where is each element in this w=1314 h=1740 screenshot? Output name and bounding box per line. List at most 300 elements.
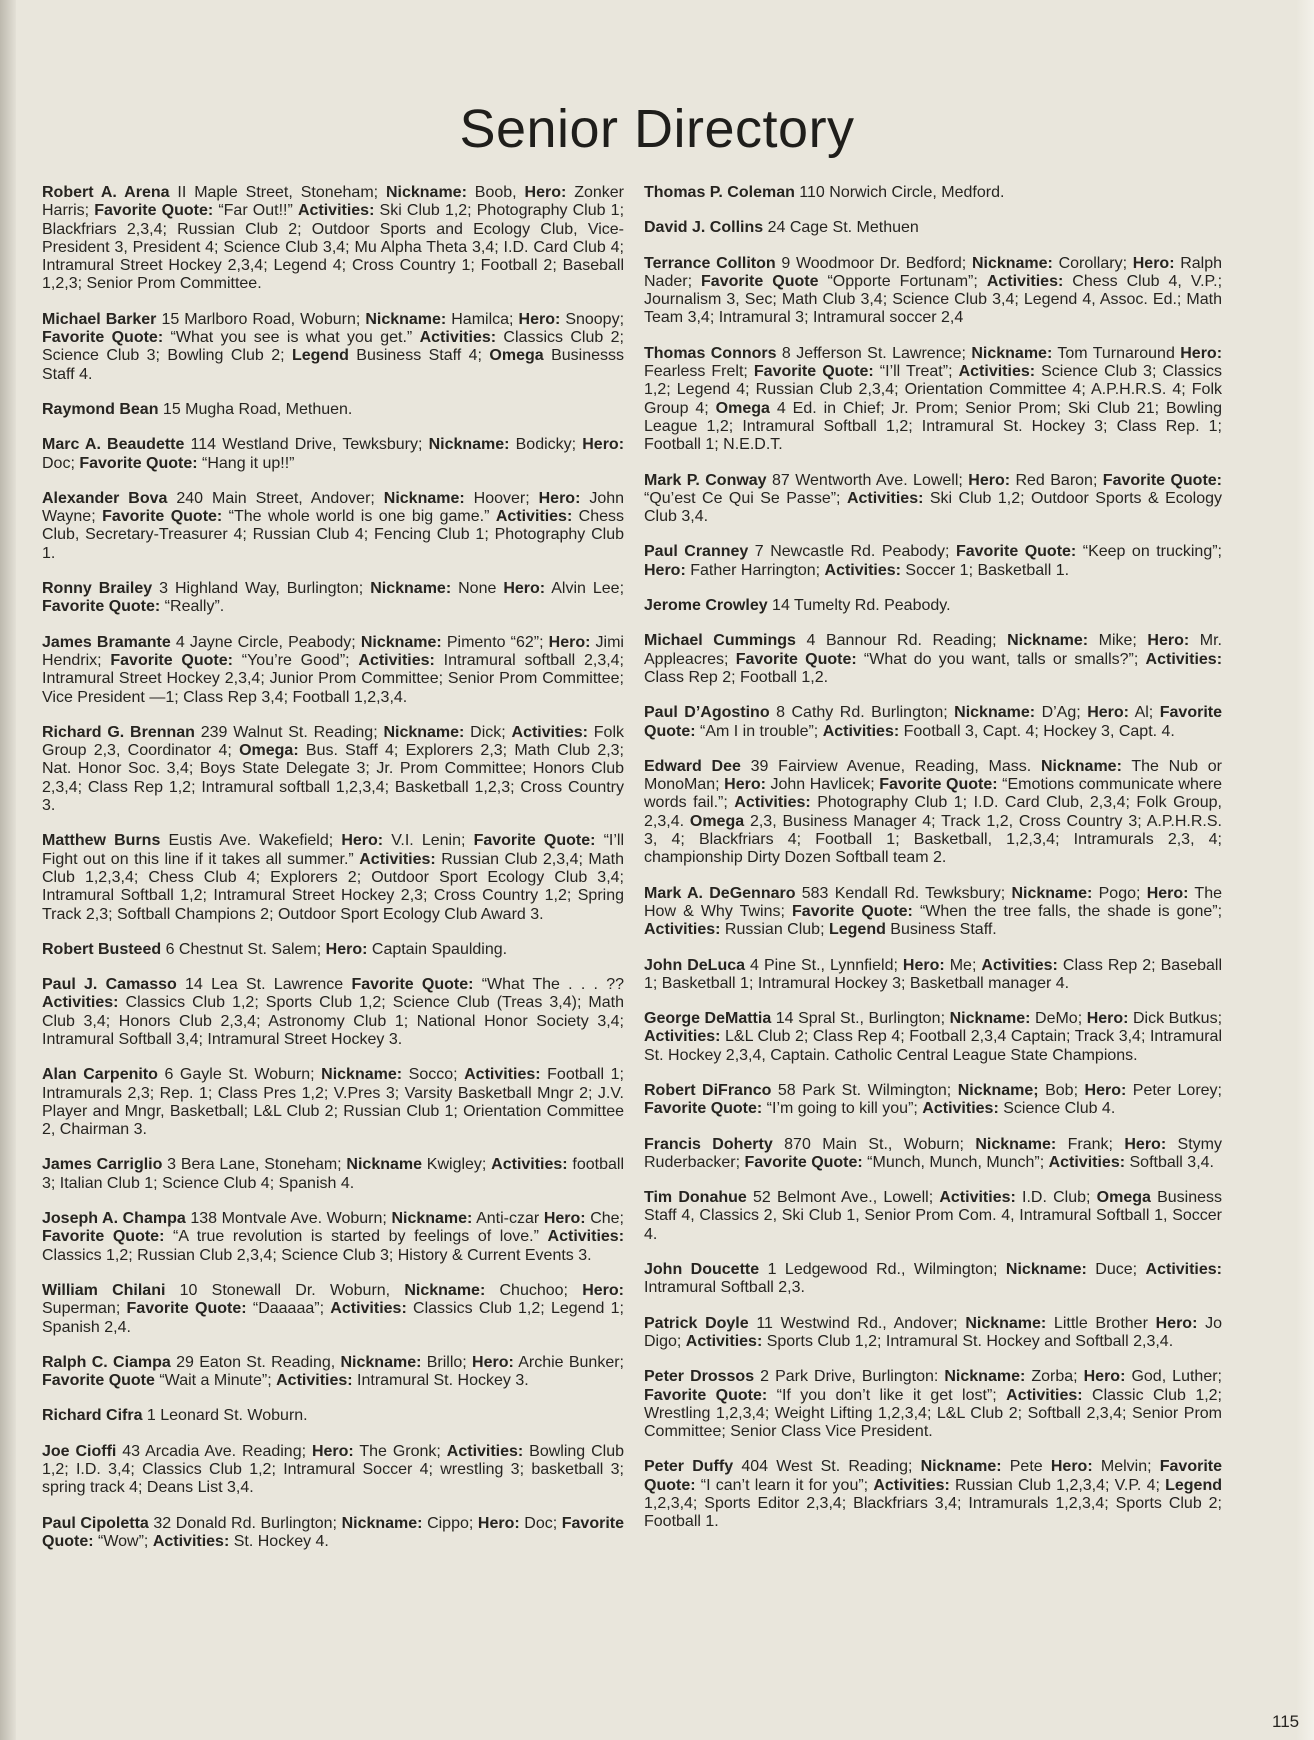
entry-text: Brillo; xyxy=(421,1353,473,1371)
entry-text: 24 Cage St. Methuen xyxy=(763,219,919,237)
entry-text: 14 Spral St., Burlington; xyxy=(771,1010,950,1028)
directory-entry xyxy=(42,832,624,923)
entry-name: Ralph C. Ciampa xyxy=(42,1353,171,1371)
entry-text: “If you don’t like it get lost”; xyxy=(767,1386,1007,1404)
entry-text: God, Luther; xyxy=(1125,1368,1222,1386)
entry-text: 138 Montvale Ave. Woburn; xyxy=(185,1210,392,1228)
entry-field-label: Activities: xyxy=(330,1300,407,1318)
entry-text: “I’ll Fight out on this line if it takes all summer.” xyxy=(42,832,625,868)
entry-text: Business Staff. xyxy=(885,921,997,939)
entry-text: Me; xyxy=(944,956,982,974)
entry-text: 3 Highland Way, Burlington; xyxy=(152,580,371,598)
entry-text: Ski Club 1,2; Outdoor Sports & Ecology Club 3,4. xyxy=(644,489,1222,526)
entry-text: Businesss Staff 4. xyxy=(42,347,625,383)
entry-text: 3 Bera Lane, Stoneham; xyxy=(162,1156,347,1174)
entry-name: Ronny Brailey xyxy=(42,580,153,598)
entry-field-label: Nickname: xyxy=(365,310,447,328)
entry-field-label: Favorite Quote: xyxy=(102,508,223,526)
entry-text: 1 Leonard St. Woburn. xyxy=(142,1407,308,1425)
directory-entry xyxy=(644,1458,1222,1531)
entry-field-label: Activities: xyxy=(511,723,588,741)
entry-text: “A true revolution is started by feelings of love.” xyxy=(164,1228,548,1246)
entry-text: “Daaaaa”; xyxy=(246,1300,331,1318)
entry-field-label: Favorite Quote: xyxy=(644,704,1222,740)
entry-text: “Opporte Fortunam”; xyxy=(818,272,987,290)
entry-field-label: Nickname: xyxy=(971,344,1053,362)
entry-text: 43 Arcadia Ave. Reading; xyxy=(116,1442,312,1460)
entry-field-label: Hero: xyxy=(1132,254,1175,272)
entry-field-label: Favorite Quote: xyxy=(42,598,161,616)
directory-entry xyxy=(42,311,624,384)
entry-text: Red Baron; xyxy=(1010,471,1103,489)
entry-text: 6 Gayle St. Woburn; xyxy=(157,1066,322,1084)
entry-field-label: Nickname: xyxy=(428,436,510,454)
entry-text: None xyxy=(451,580,504,598)
entry-name: Thomas P. Coleman xyxy=(644,184,795,201)
entry-field-label: Activities: xyxy=(822,722,900,740)
entry-text: Boob, xyxy=(466,184,525,201)
entry-field-label: Activities: xyxy=(1006,1386,1083,1404)
page-title: Senior Directory xyxy=(459,99,855,159)
entry-text: Zorba; xyxy=(1025,1368,1084,1386)
entry-text: Kwigley; xyxy=(422,1156,492,1174)
entry-text: II Maple Street, Stoneham; xyxy=(169,184,386,201)
entry-text: St. Hockey 4. xyxy=(229,1532,329,1550)
entry-name: Mark P. Conway xyxy=(644,471,767,489)
entry-text: Captain Spaulding. xyxy=(367,940,508,958)
entry-text: “Am I in trouble”; xyxy=(695,722,823,740)
entry-field-label: Hero: xyxy=(644,561,686,579)
entry-text: 58 Park St. Wilmington; xyxy=(771,1081,958,1099)
entry-text: L&L Club 2; Class Rep 4; Football 2,3,4 Captain; Track 3,4; Intramural St. Hockey 2,3,4, Captain. Catholic Central League State Champions. xyxy=(644,1028,1222,1064)
directory-entry xyxy=(644,543,1222,580)
entry-text: Pete xyxy=(1001,1458,1051,1476)
entry-name: Alexander Bova xyxy=(42,489,168,507)
directory-entry xyxy=(644,704,1222,741)
entry-field-label: Activities: xyxy=(491,1156,568,1174)
entry-name: Paul Cranney xyxy=(644,543,749,561)
entry-name: Alan Carpenito xyxy=(42,1066,158,1084)
entry-field-label: Nickname: xyxy=(340,1353,422,1371)
entry-text: Class Rep 2; Football 1,2. xyxy=(644,668,829,686)
entry-text: D’Ag; xyxy=(1035,704,1088,722)
entry-text: Cippo; xyxy=(422,1514,478,1532)
entry-name: Patrick Doyle xyxy=(644,1314,749,1332)
entry-text: “I can’t learn it for you”; xyxy=(695,1476,874,1494)
page-number: 115 xyxy=(1272,1712,1300,1731)
entry-field-label: Hero: xyxy=(968,471,1011,489)
entry-text: Bowling Club 1,2; I.D. 3,4; Classics Club 1,2; Intramural Soccer 4; wrestling 3; basketball 3; spring track 4; Deans List 3,4. xyxy=(42,1442,625,1497)
entry-field-label: Nickname; xyxy=(957,1081,1039,1099)
entry-text: Archie Bunker; xyxy=(513,1353,624,1371)
entry-name: Robert Busteed xyxy=(42,940,162,958)
entry-field-label: Activities: xyxy=(359,850,436,868)
entry-text: football 3; Italian Club 1; Science Club 4; Spanish 4. xyxy=(42,1156,624,1192)
entry-field-label: Hero: xyxy=(1180,344,1223,362)
entry-field-label: Hero: xyxy=(582,1281,624,1299)
entry-field-label: Nickname: xyxy=(385,184,467,201)
entry-name: John Doucette xyxy=(644,1261,760,1279)
directory-entry xyxy=(644,885,1222,940)
entry-text: Jimi Hendrix; xyxy=(42,633,624,669)
entry-text: 4 Bannour Rd. Reading; xyxy=(795,632,1008,650)
entry-field-label: Favorite Quote xyxy=(42,1372,155,1390)
entry-name: James Carriglio xyxy=(42,1156,163,1174)
entry-field-label: Favorite Quote: xyxy=(792,902,913,920)
entry-text: Jo Digo; xyxy=(644,1314,1222,1350)
entry-name: Terrance Colliton xyxy=(644,254,776,272)
entry-text: Softball 3,4. xyxy=(1125,1153,1214,1171)
entry-text: 114 Westland Drive, Tewksbury; xyxy=(184,436,429,454)
entry-text: The Nub or MonoMan; xyxy=(644,757,1222,794)
entry-text: 4 Ed. in Chief; Jr. Prom; Senior Prom; Ski Club 21; Bowling League 1,2; Intramural Softball 1,2; Intramural St. Hockey 3; Class Rep. 1; Football 1; N.E.D.T. xyxy=(644,399,1222,454)
entry-text: Corollary; xyxy=(1052,254,1133,272)
entry-field-label: Activities: xyxy=(734,794,811,812)
entry-text: Sports Club 1,2; Intramural St. Hockey and Softball 2,3,4. xyxy=(762,1332,1174,1350)
entry-text: Class Rep 2; Baseball 1; Basketball 1; Intramural Hockey 3; Basketball manager 4. xyxy=(644,956,1222,992)
directory-entry xyxy=(42,634,624,707)
entry-text: Russian Club; xyxy=(720,921,829,939)
directory-entry xyxy=(644,1261,1222,1298)
entry-field-label: Activities: xyxy=(846,489,924,507)
entry-text: “You’re Good”; xyxy=(232,651,359,669)
directory-entry xyxy=(42,976,624,1049)
entry-name: Edward Dee xyxy=(644,757,741,775)
entry-field-label: Hero: xyxy=(724,776,766,794)
entry-field-label: Omega: xyxy=(239,742,299,760)
entry-text: John Wayne; xyxy=(42,489,625,526)
directory-entry xyxy=(42,580,624,617)
entry-field-label: Nickname: xyxy=(1040,757,1122,775)
entry-field-label: Hero: xyxy=(1084,1081,1127,1099)
directory-entry xyxy=(644,184,1222,202)
entry-field-label: Hero: xyxy=(477,1514,520,1532)
entry-field-label: Favorite Quote: xyxy=(644,1458,1222,1494)
entry-text: 10 Stonewall Dr. Woburn, xyxy=(165,1281,405,1299)
entry-text: “What The . . . ?? xyxy=(473,976,625,994)
entry-name: Mark A. DeGennaro xyxy=(644,884,796,902)
entry-text: Doc; xyxy=(42,454,80,472)
entry-field-label: Activities: xyxy=(419,329,497,347)
entry-name: Richard Cifra xyxy=(42,1407,143,1425)
entry-field-label: Nickname xyxy=(346,1156,423,1174)
entry-text: Football 3, Capt. 4; Hockey 3, Capt. 4. xyxy=(899,722,1175,740)
entry-field-label: Nickname: xyxy=(1011,884,1093,902)
entry-name: John DeLuca xyxy=(644,956,746,974)
entry-text: John Havlicek; xyxy=(765,776,880,794)
entry-text: Classics 1,2; Russian Club 2,3,4; Science Club 3; History & Current Events 3. xyxy=(42,1246,592,1264)
entry-text: V.I. Lenin; xyxy=(383,832,474,850)
entry-text: Alvin Lee; xyxy=(545,580,625,598)
entry-text: Bob; xyxy=(1038,1081,1085,1099)
entry-field-label: Nickname: xyxy=(971,254,1053,272)
entry-text: Intramural St. Hockey 3. xyxy=(352,1372,529,1390)
entry-field-label: Nickname: xyxy=(949,1010,1031,1028)
entry-field-label: Nickname: xyxy=(370,580,452,598)
directory-entry xyxy=(644,1010,1222,1065)
entry-text: “Keep on trucking”; xyxy=(1076,543,1223,561)
entry-text: Intramural Softball 2,3. xyxy=(644,1279,805,1297)
entry-name: Michael Barker xyxy=(42,310,157,328)
directory-entry xyxy=(644,957,1222,994)
entry-text: 583 Kendall Rd. Tewksbury; xyxy=(795,884,1012,902)
entry-field-label: Hero: xyxy=(582,436,625,454)
entry-text: “Emotions communicate where words fail.”; xyxy=(644,776,1223,812)
directory-entry xyxy=(644,758,1222,868)
entry-field-label: Hero: xyxy=(311,1442,354,1460)
entry-text: DeMo; xyxy=(1030,1010,1087,1028)
entry-text: 14 Lea St. Lawrence xyxy=(176,976,352,994)
entry-field-label: Favorite Quote: xyxy=(79,454,198,472)
entry-field-label: Hero: xyxy=(1087,704,1129,722)
directory-column-right xyxy=(644,184,1222,1549)
directory-entry xyxy=(644,1368,1222,1441)
entry-field-label: Favorite Quote: xyxy=(42,329,164,347)
entry-text: 15 Marlboro Road, Woburn; xyxy=(156,310,366,328)
entry-text: Bodicky; xyxy=(509,436,583,454)
directory-entry xyxy=(644,345,1222,455)
entry-text: “Hang it up!!” xyxy=(197,454,295,472)
entry-field-label: Activities: xyxy=(446,1442,524,1460)
entry-field-label: Hero: xyxy=(1155,1314,1198,1332)
entry-text: Mike; xyxy=(1088,632,1148,650)
directory-entry xyxy=(644,1315,1222,1352)
directory-entry xyxy=(644,255,1222,328)
entry-field-label: Hero: xyxy=(341,832,384,850)
entry-text: Ski Club 1,2; Photography Club 1; Blackfriars 2,3,4; Russian Club 2; Outdoor Sports and Ecology Club, Vice-President 3, President 4; Science Club 3,4; Mu Alpha Theta 3,4; I.D. Card Club 4; Intramural Street Hockey 2,3,4; Legend 4; Cross Country 1; Football 2; Baseball 1,2,3; Senior Prom Committee. xyxy=(42,202,625,293)
entry-field-label: Omega xyxy=(689,812,745,830)
entry-name: Paul Cipoletta xyxy=(42,1514,149,1532)
directory-entry xyxy=(42,401,624,419)
entry-name: Robert DiFranco xyxy=(644,1081,772,1099)
entry-field-label: Hero: xyxy=(1146,884,1189,902)
entry-text: I.D. Club; xyxy=(1015,1189,1097,1207)
entry-text: Hamilca; xyxy=(446,310,519,328)
entry-text: Classics Club 2; Science Club 3; Bowling Club 2; xyxy=(42,329,624,365)
entry-field-label: Nickname: xyxy=(341,1514,423,1532)
entry-name: Paul J. Camasso xyxy=(42,976,177,994)
entry-field-label: Nickname: xyxy=(360,633,442,651)
directory-entry xyxy=(42,490,624,563)
entry-text: Tom Turnaround xyxy=(1052,344,1181,362)
entry-field-label: Hero: xyxy=(524,184,567,201)
entry-text: Photography Club 1; I.D. Card Club, 2,3,4; Folk Group, 2,3,4. xyxy=(644,794,1222,830)
entry-text: “What do you want, talls or smalls?”; xyxy=(856,650,1146,668)
entry-text: 11 Westwind Rd., Andover; xyxy=(748,1314,966,1332)
entry-text: Duce; xyxy=(1086,1261,1146,1279)
entry-field-label: Hero: xyxy=(543,1210,586,1228)
entry-text: 8 Cathy Rd. Burlington; xyxy=(769,704,955,722)
entry-text: Classics Club 1,2; Sports Club 1,2; Science Club (Treas 3,4); Math Club 3,4; Honors Club 2,3,4; Astronomy Club 1; National Honor Society 3,4; Intramural Softball 3,4; Intramural Street Hockey 3. xyxy=(42,994,624,1048)
entry-field-label: Favorite Quote: xyxy=(351,976,474,994)
entry-text: “I’ll Treat”; xyxy=(873,363,959,381)
directory-entry xyxy=(644,632,1222,687)
entry-field-label: Favorite Quote xyxy=(701,272,819,290)
entry-field-label: Favorite Quote: xyxy=(110,651,233,669)
entry-text: Fearless Frelt; xyxy=(644,363,754,381)
entry-name: Joseph A. Champa xyxy=(42,1210,186,1228)
directory-entry xyxy=(42,1066,624,1139)
entry-text: “Far Out!!” xyxy=(213,202,298,220)
entry-text: Peter Lorey; xyxy=(1126,1081,1222,1099)
page-outer-edge xyxy=(1296,0,1314,1740)
entry-text: Folk Group 2,3, Coordinator 4; xyxy=(42,723,625,760)
entry-field-label: Legend xyxy=(828,921,886,939)
entry-text: “Really”. xyxy=(160,598,225,616)
entry-field-label: Activities: xyxy=(644,921,721,939)
entry-field-label: Activities: xyxy=(547,1228,625,1246)
entry-text: Frank; xyxy=(1056,1135,1125,1153)
entry-text: Father Harrington; xyxy=(685,561,825,579)
entry-field-label: Omega xyxy=(715,399,770,417)
entry-text: Anti-czar xyxy=(472,1210,544,1228)
entry-field-label: Favorite Quote: xyxy=(42,1228,165,1246)
entry-text: “Wow”; xyxy=(93,1532,153,1550)
entry-name: Richard G. Brennan xyxy=(42,723,195,741)
entry-text: Science Club 4. xyxy=(998,1100,1116,1118)
entry-name: Thomas Connors xyxy=(644,344,777,362)
entry-field-label: Hero: xyxy=(518,310,561,328)
entry-text: Business Staff 4, Classics 2, Ski Club 1, Senior Prom Com. 4, Intramural Softball 1, Soccer 4. xyxy=(644,1189,1223,1243)
entry-field-label: Favorite Quote: xyxy=(473,832,596,850)
entry-text: Melvin; xyxy=(1092,1458,1160,1476)
directory-entry xyxy=(42,941,624,959)
entry-field-label: Nickname: xyxy=(920,1458,1002,1476)
directory-entry xyxy=(42,1282,624,1337)
entry-text: Classics Club 1,2; Legend 1; Spanish 2,4. xyxy=(42,1300,624,1336)
entry-name: David J. Collins xyxy=(644,219,764,237)
entry-text: 8 Jefferson St. Lawrence; xyxy=(776,344,972,362)
entry-field-label: Hero: xyxy=(538,489,581,507)
directory-entry xyxy=(42,1407,624,1425)
directory-entry xyxy=(42,1515,624,1552)
entry-field-label: Omega xyxy=(489,347,544,365)
entry-name: William Chilani xyxy=(42,1281,166,1299)
entry-field-label: Nickname: xyxy=(954,704,1036,722)
entry-field-label: Nickname: xyxy=(1007,632,1089,650)
entry-text: 32 Donald Rd. Burlington; xyxy=(148,1514,342,1532)
entry-field-label: Activities: xyxy=(1145,650,1223,668)
entry-field-label: Hero: xyxy=(1050,1458,1093,1476)
directory-entry xyxy=(42,1354,624,1391)
directory-entry xyxy=(42,184,624,294)
entry-field-label: Favorite Quote: xyxy=(1102,471,1222,489)
entry-text: Classic Club 1,2; Wrestling 1,2,3,4; Weight Lifting 1,2,3,4; L&L Club 2; Softball 2,3,4; Senior Prom Committee; Senior Class Vice President. xyxy=(644,1386,1223,1441)
entry-text: 87 Wentworth Ave. Lowell; xyxy=(766,471,969,489)
entry-field-label: Activities: xyxy=(358,651,435,669)
entry-name: James Bramante xyxy=(42,633,171,651)
entry-field-label: Nickname: xyxy=(383,489,465,507)
entry-field-label: Favorite Quote: xyxy=(753,363,874,381)
entry-field-label: Activities: xyxy=(922,1100,999,1118)
entry-field-label: Favorite Quote: xyxy=(644,1100,763,1118)
entry-name: Joe Cioffi xyxy=(42,1442,117,1460)
entry-field-label: Activities: xyxy=(495,508,573,526)
entry-field-label: Activities: xyxy=(276,1372,353,1390)
entry-text: “The whole world is one big game.” xyxy=(222,508,496,526)
entry-text: 1 Ledgewood Rd., Wilmington; xyxy=(759,1261,1006,1279)
entry-text: “Wait a Minute”; xyxy=(154,1372,277,1390)
entry-text: Bus. Staff 4; Explorers 2,3; Math Club 2,3; Nat. Honor Soc. 3,4; Boys State Delegate 3; Jr. Prom Committee; Honors Club 2,3,4; Class Rep 1,2; Intramural softball 1,2,3,4; Basketball 1,2,3; Cross Country 3. xyxy=(42,742,624,815)
entry-name: Tim Donahue xyxy=(644,1189,747,1207)
entry-text: 15 Mugha Road, Methuen. xyxy=(158,400,353,418)
entry-text: Ralph Nader; xyxy=(644,254,1223,290)
entry-name: Francis Doherty xyxy=(644,1135,773,1153)
entry-field-label: Hero: xyxy=(472,1353,514,1371)
entry-name: Peter Drossos xyxy=(644,1368,755,1386)
entry-field-label: Favorite Quote: xyxy=(955,543,1077,561)
entry-name: Jerome Crowley xyxy=(644,597,768,615)
entry-field-label: Activities: xyxy=(644,1028,721,1046)
entry-field-label: Favorite Quote: xyxy=(744,1153,863,1171)
entry-text: Russian Club 1,2,3,4; V.P. 4; xyxy=(949,1476,1166,1494)
entry-field-label: Omega xyxy=(1096,1189,1151,1207)
entry-text: “Munch, Munch, Munch”; xyxy=(862,1153,1049,1171)
page-binding-edge xyxy=(0,0,16,1740)
entry-field-label: Activities: xyxy=(824,561,901,579)
entry-text: Stymy Ruderbacker; xyxy=(644,1135,1222,1171)
entry-text: Hoover; xyxy=(464,489,539,507)
entry-text: 4 Pine St., Lynnfield; xyxy=(745,956,903,974)
entry-text: Science Club 3; Classics 1,2; Legend 4; Russian Club 2,3,4; Orientation Committee 4; A.P.H.R.S. 4; Folk Group 4; xyxy=(644,363,1223,417)
entry-field-label: Hero: xyxy=(325,940,368,958)
entry-field-label: Favorite Quote: xyxy=(94,202,214,220)
entry-field-label: Favorite Quote: xyxy=(42,1514,624,1550)
directory-entry xyxy=(42,1210,624,1265)
entry-field-label: Legend xyxy=(291,347,349,365)
entry-text: The Gronk; xyxy=(353,1442,447,1460)
entry-field-label: Legend xyxy=(1165,1476,1222,1494)
entry-field-label: Nickname: xyxy=(965,1314,1047,1332)
entry-text: Doc; xyxy=(519,1514,562,1532)
directory-column-left xyxy=(42,184,624,1568)
entry-text: Dick; xyxy=(464,723,512,741)
entry-text: 870 Main St., Woburn; xyxy=(772,1135,976,1153)
entry-text: Little Brother xyxy=(1046,1314,1156,1332)
directory-entry xyxy=(42,1443,624,1498)
entry-field-label: Nickname: xyxy=(404,1281,486,1299)
entry-field-label: Hero: xyxy=(1086,1010,1129,1028)
entry-name: Paul D’Agostino xyxy=(644,704,770,722)
entry-text: 7 Newcastle Rd. Peabody; xyxy=(748,543,956,561)
entry-text: Chess Club 4, V.P.; Journalism 3, Sec; Math Club 3,4; Science Club 3,4; Legend 4, Assoc. Ed.; Math Team 3,4; Intramural 3; Intramural soccer 2,4 xyxy=(644,272,1223,327)
entry-name: Raymond Bean xyxy=(42,400,159,418)
entry-text: Eustis Ave. Wakefield; xyxy=(160,832,342,850)
entry-text: 4 Jayne Circle, Peabody; xyxy=(170,633,361,651)
entry-text: Zonker Harris; xyxy=(42,184,624,220)
entry-text: Al; xyxy=(1128,704,1160,722)
entry-field-label: Nickname: xyxy=(1005,1261,1087,1279)
entry-name: Matthew Burns xyxy=(42,832,161,850)
entry-name: Robert A. Arena xyxy=(42,184,170,201)
entry-field-label: Nickname: xyxy=(391,1210,473,1228)
entry-field-label: Activities: xyxy=(939,1189,1016,1207)
entry-text: Russian Club 2,3,4; Math Club 1,2,3,4; Chess Club 4; Explorers 2; Outdoor Sport Ecology Club 3,4; Intramural Softball 1,2; Intramural Street Hockey 2,3; Cross Country 1,2; Spring Track 2,3; Softball Champions 2; Outdoor Sport Ecology Club Award 3. xyxy=(42,850,624,923)
entry-text: Pogo; xyxy=(1092,884,1147,902)
entry-text: Mr. Appleacres; xyxy=(644,632,1222,668)
entry-field-label: Activities: xyxy=(958,363,1036,381)
entry-text: 404 West St. Reading; xyxy=(733,1458,921,1476)
entry-text: Superman; xyxy=(42,1300,127,1318)
entry-field-label: Activities: xyxy=(685,1332,763,1350)
entry-name: Michael Cummings xyxy=(644,632,796,650)
entry-field-label: Activities: xyxy=(42,994,119,1012)
entry-text: Dick Butkus; xyxy=(1128,1010,1223,1028)
entry-name: George DeMattia xyxy=(644,1010,772,1028)
entry-field-label: Hero: xyxy=(503,580,546,598)
entry-field-label: Activities: xyxy=(986,272,1064,290)
entry-field-label: Nickname: xyxy=(321,1066,403,1084)
